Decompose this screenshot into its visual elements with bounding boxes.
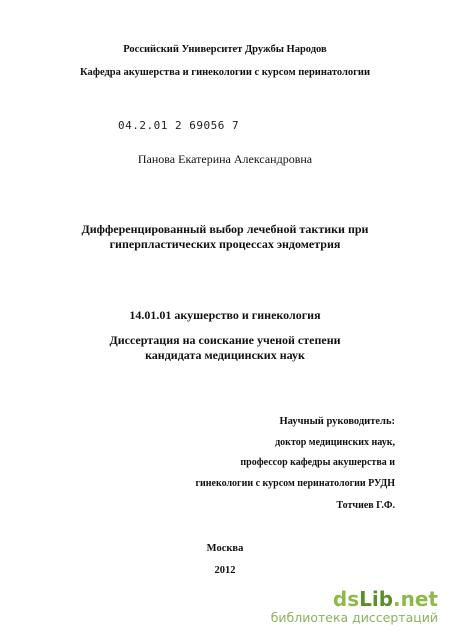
logo-part-lib: Lib bbox=[359, 587, 394, 611]
year: 2012 bbox=[214, 565, 236, 576]
dissertation-type: Диссертация на соискание ученой степени кандидата медицинских наук bbox=[109, 333, 341, 362]
logo-part-net: .net bbox=[393, 587, 438, 611]
city: Москва bbox=[206, 543, 244, 554]
supervisor-position-line2: гинекологии с курсом перинатологии РУДН bbox=[195, 478, 395, 489]
dissertation-title: Дифференцированный выбор лечебной тактики при гиперпластических процессах эндометрия bbox=[81, 222, 369, 251]
supervisor-heading: Научный руководитель: bbox=[279, 416, 395, 427]
logo-tagline: библиотека диссертаций bbox=[270, 610, 438, 625]
logo-wordmark bbox=[271, 588, 438, 610]
registration-code: 04.2.01 2 69056 7 bbox=[118, 119, 240, 132]
department-name: Кафедра акушерства и гинекологии с курсом перинатологии bbox=[79, 67, 371, 78]
supervisor-degree: доктор медицинских наук, bbox=[275, 437, 395, 448]
dslib-watermark-logo[interactable] bbox=[271, 588, 438, 625]
supervisor-name: Тотчиев Г.Ф. bbox=[336, 500, 395, 511]
logo-part-ds: ds bbox=[332, 587, 360, 611]
supervisor-position-line1: профессор кафедры акушерства и bbox=[240, 457, 395, 468]
specialty: 14.01.01 акушерство и гинекология bbox=[129, 308, 321, 322]
university-name: Российский Университет Дружбы Народов bbox=[123, 44, 327, 55]
author-name: Панова Екатерина Александровна bbox=[137, 152, 313, 166]
